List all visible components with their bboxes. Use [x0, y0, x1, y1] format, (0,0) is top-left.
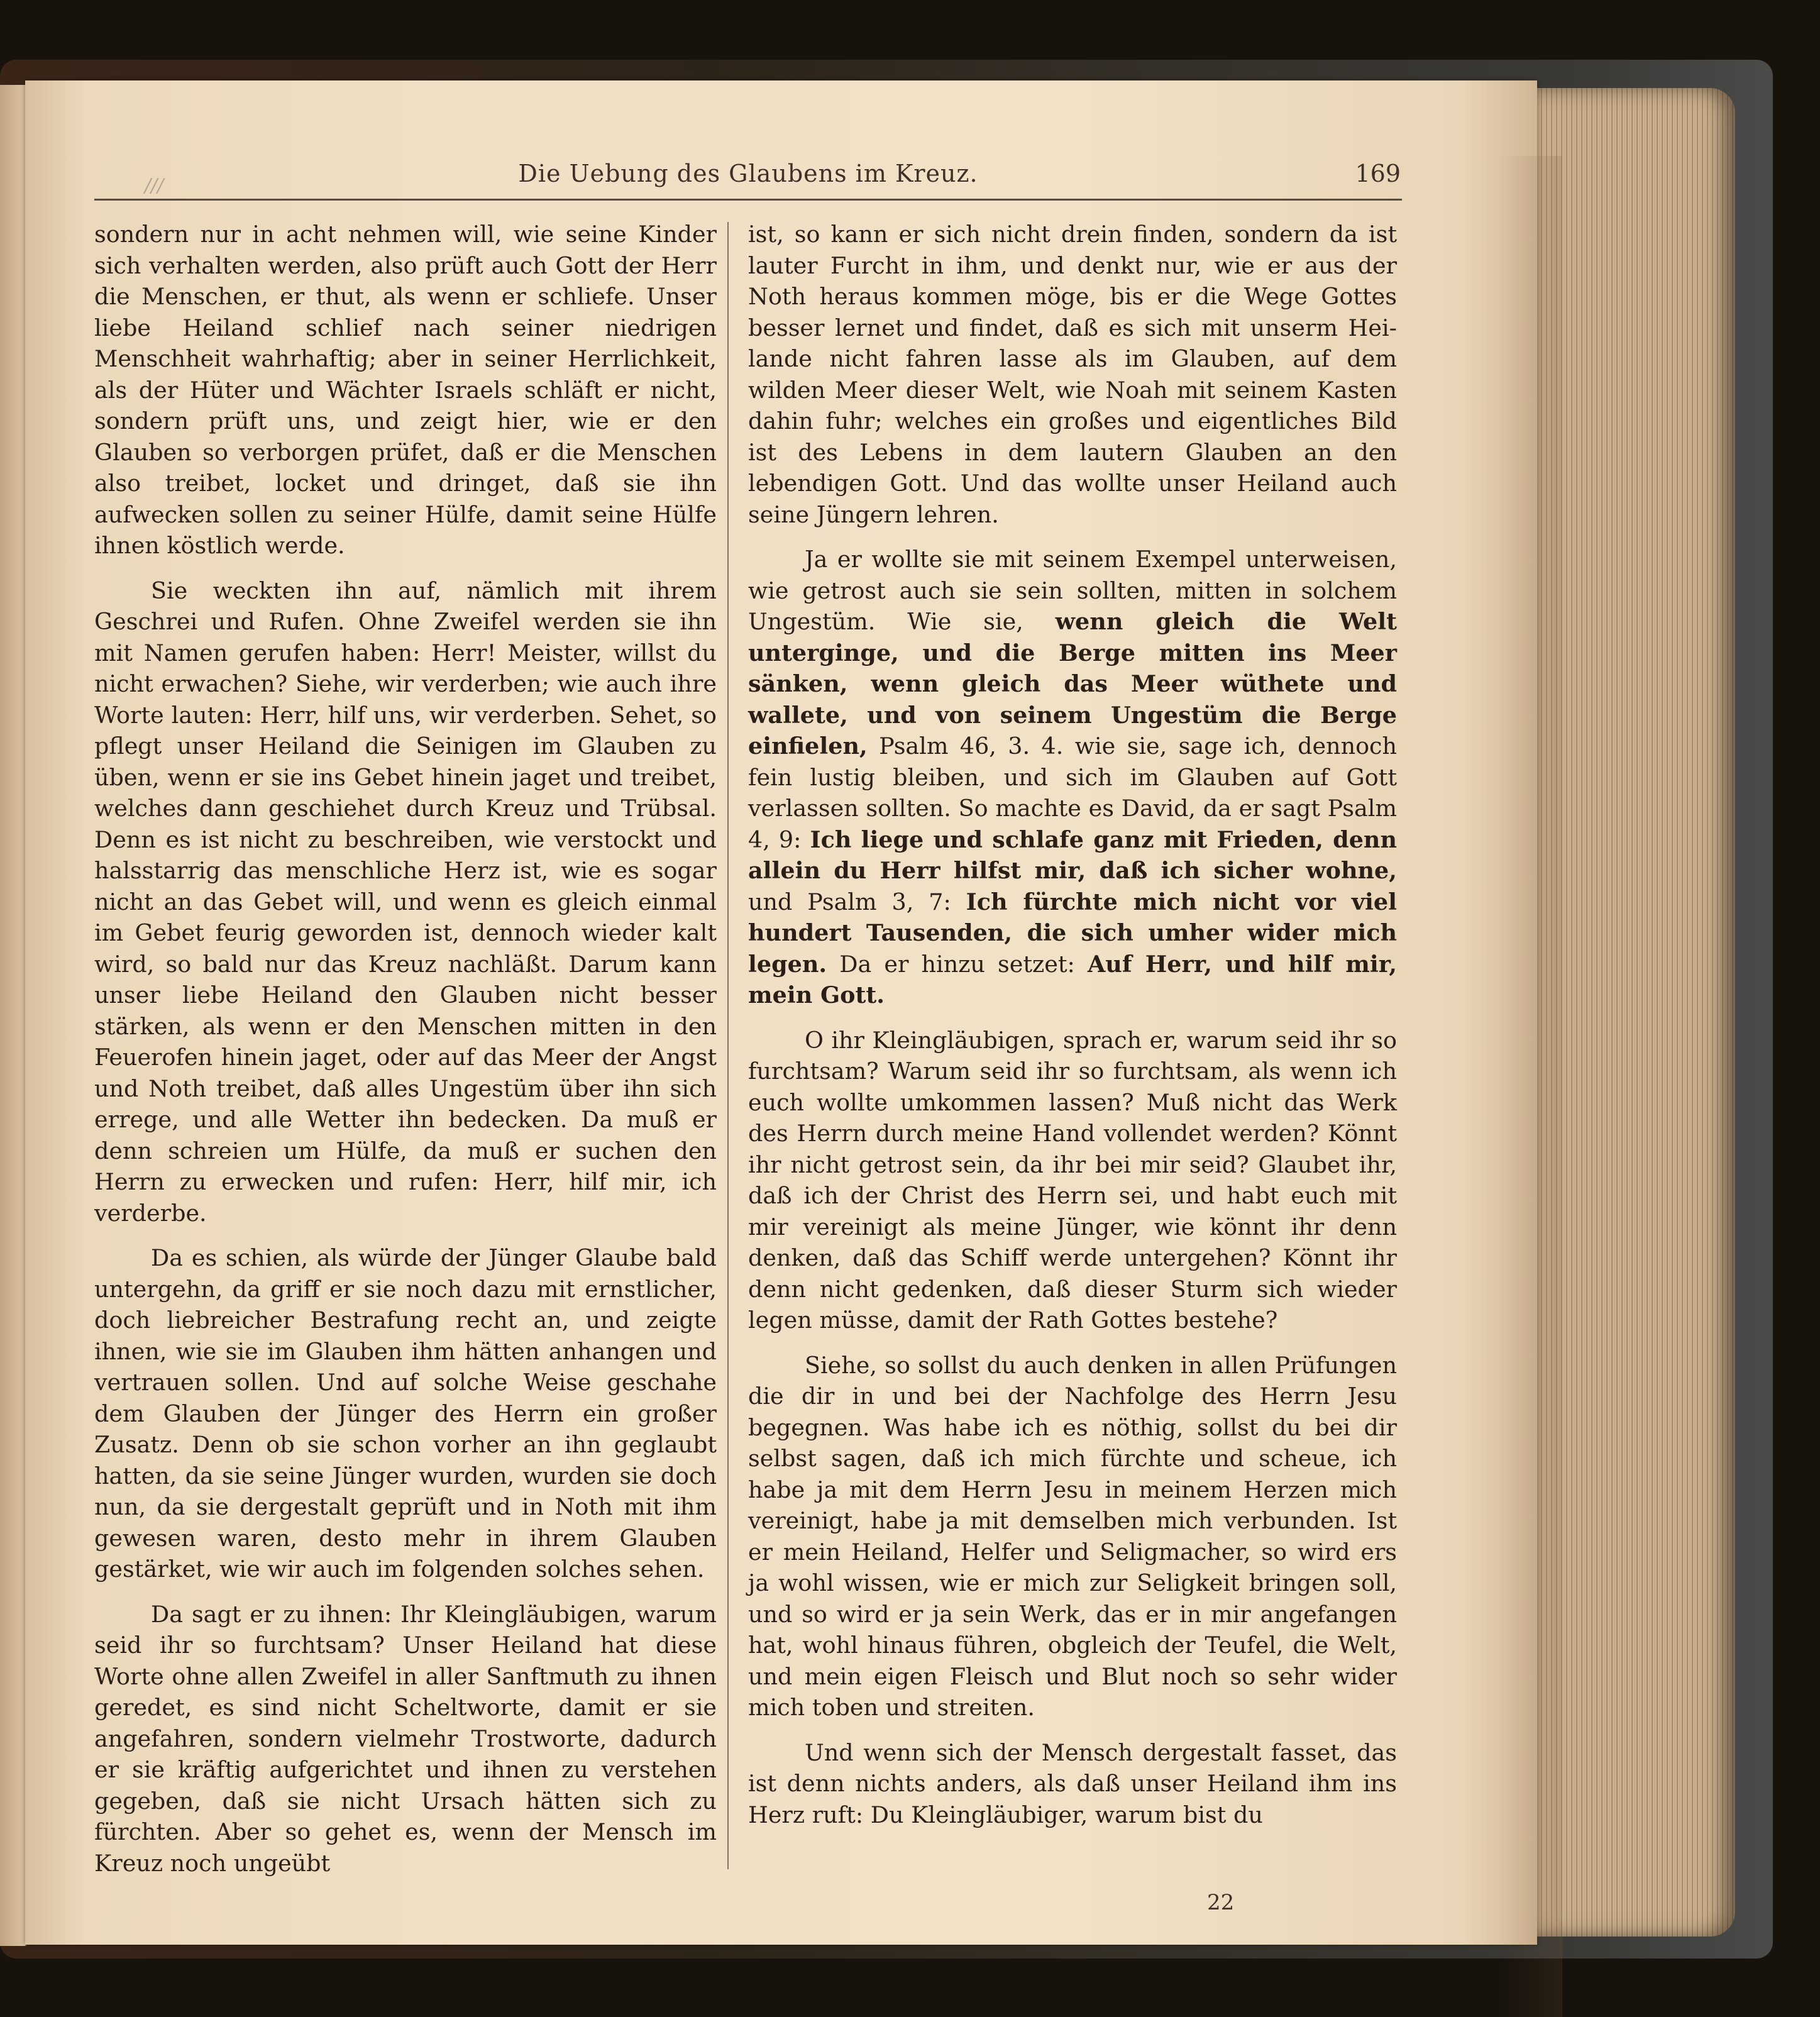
paragraph: Sie weckten ihn auf, nämlich mit ihrem Geschrei und Rufen. Ohne Zweifel werden sie ihn mit Namen gerufen haben: Herr! Meister, willst du nicht erwachen? Siehe, wir verderben; wie auch ihre Worte lauten: Herr, hilf uns, wir verderben. Sehet, so pflegt unser Heiland die Seinigen im Glauben zu üben, wenn er sie ins Gebet hinein jaget und treibet, welches dann geschiehet durch Kreuz und Trübsal. Denn es ist nicht zu beschreiben, wie verstockt und halsstarrig das menschliche Herz ist, wie es sogar nicht an das Gebet will, und wenn es gleich einmal im Gebet feurig geworden ist, dennoch wieder kalt wird, so bald nur das Kreuz nachläßt. Darum kann unser liebe Heiland den Glauben nicht besser stärken, als wenn er den Menschen mitten in den Feuerofen hinein jaget, oder auf das Meer der Angst und Noth treibet, daß alles Ungestüm über ihn sich errege, und alle Wetter ihn bedecken. Da muß er denn schreien um Hülfe, da muß er suchen den Herrn zu erwecken und rufen: Herr, hilf mir, ich verderbe. [94, 577, 717, 1227]
bold-quote: Ich fürchte mich nicht vor viel hundert Tausenden, die sich umher wider mich legen. [748, 888, 1398, 978]
page-stack-edge [1534, 88, 1735, 1937]
left-column [94, 219, 717, 1893]
running-header [94, 155, 1402, 201]
pencil-mark: /// [145, 175, 164, 197]
page-curl-shadow [1499, 156, 1562, 2017]
paragraph-with-quotes [748, 544, 1397, 1011]
bold-quote: wenn gleich die Welt unterginge, und die Berge mitten ins Meer sänken, wenn gleich das Meer wüthete und wallete, und von seinem Ungestüm die Berge einfielen, [748, 608, 1398, 760]
paragraph: Da es schien, als würde der Jünger Glaube bald untergehn, da griff er sie noch dazu mit ernstlicher, doch liebreicher Bestrafung recht an, und zeigte ihnen, wie sie im Glauben ihm hätten anhangen und vertrauen sollen. Und auf solche Weise geschahe dem Glauben der Jünger des Herrn ein großer Zusatz. Denn ob sie schon vorher an ihn geglaubt hatten, da sie seine Jünger wurden, wurden sie doch nun, da sie dergestalt geprüft und in Noth mit ihm gewesen waren, desto mehr in ihrem Glauben gestärket, wie wir auch im folgenden solches sehen. [94, 1244, 717, 1583]
column-divider [727, 222, 729, 1869]
left-page-edge [0, 85, 26, 1946]
header-title: Die Uebung des Glaubens im Kreuz. [518, 160, 978, 187]
text-run: Da er hinzu setzet: [827, 950, 1088, 978]
right-column [748, 219, 1397, 1844]
text-run: Ja er wollte sie mit seinem Exempel unterweisen, wie getrost auch sie sein sollten, mitten in solchem Ungestüm. Wie sie, [748, 546, 1397, 635]
page-number: 169 [1355, 160, 1401, 187]
book-page [25, 80, 1537, 1945]
text-run: Psalm 46, 3. 4. wie sie, sage ich, dennoch fein lustig bleiben, und sich im Glauben auf Gott verlassen sollten. So machte es David, da er sagt Psalm 4, 9: [748, 732, 1397, 853]
bold-quote: Ich liege und schlafe ganz mit Frieden, denn allein du Herr hilfst mir, daß ich sicher wohne, [748, 826, 1397, 884]
paragraph: ist, so kann er sich nicht drein finden, sondern da ist lauter Furcht in ihm, und denkt nur, wie er aus der Noth heraus kommen möge, bis er die Wege Gottes besser lernet und findet, daß es sich mit unserm Heilande nicht fahren lasse als im Glauben, auf dem wilden Meer dieser Welt, wie Noah mit seinem Kasten dahin fuhr; welches ein großes und eigentliches Bild ist des Lebens in dem lautern Glauben an den lebendigen Gott. Und das wollte unser Heiland auch seine Jüngern lehren. [748, 221, 1397, 528]
signature-mark: 22 [1207, 1890, 1235, 1915]
text-run: und Psalm 3, 7: [748, 888, 966, 915]
paragraph: O ihr Kleingläubigen, sprach er, warum seid ihr so furchtsam? Warum seid ihr so furchtsam, als wenn ich euch wollte umkommen lassen? Muß nicht das Werk des Herrn durch meine Hand vollendet werden? Könnt ihr nicht getrost sein, da ihr bei mir seid? Glaubet ihr, daß ich der Christ des Herrn sei, und habt euch mit mir vereinigt als meine Jünger, wie könnt ihr denn denken, daß das Schiff werde untergehen? Könnt ihr denn nicht gedenken, daß dieser Sturm sich wieder legen müsse, damit der Rath Gottes bestehe? [748, 1026, 1397, 1334]
bold-quote: Auf Herr, und hilf mir, mein Gott. [748, 950, 1397, 1009]
paragraph: Und wenn sich der Mensch dergestalt fasset, das ist denn nichts anders, als daß unser Heiland ihm ins Herz ruft: Du Kleingläubiger, warum bist du [748, 1738, 1397, 1828]
paragraph: Da sagt er zu ihnen: Ihr Kleingläubigen, warum seid ihr so furchtsam? Unser Heiland hat diese Worte ohne allen Zweifel in aller Sanftmuth zu ihnen geredet, es sind nicht Scheltworte, damit er sie angefahren, sondern vielmehr Trostworte, dadurch er sie kräftig aufgerichtet und ihnen zu verstehen gegeben, daß sie nicht Ursach hätten sich zu fürchten. Aber so gehet es, wenn der Mensch im Kreuz noch ungeübt [94, 1600, 717, 1877]
paragraph: sondern nur in acht nehmen will, wie seine Kinder sich verhalten werden, also prüft auch Gott der Herr die Menschen, er thut, als wenn er schliefe. Unser liebe Heiland schlief nach seiner niedrigen Menschheit wahrhaftig; aber in seiner Herrlichkeit, als der Hüter und Wächter Israels schläft er nicht, sondern prüft uns, und zeigt hier, wie er den Glauben so verborgen prüfet, daß er die Menschen also treibet, locket und dringet, daß sie ihn aufwecken sollen zu seiner Hülfe, damit seine Hülfe ihnen köstlich werde. [94, 221, 717, 559]
paragraph: Siehe, so sollst du auch denken in allen Prüfungen die dir in und bei der Nachfolge des Herrn Jesu begegnen. Was habe ich es nöthig, sollst du bei dir selbst sagen, daß ich mich fürchte und scheue, ich habe ja mit dem Herrn Jesu in meinem Herzen mich vereinigt, habe ja mit demselben mich verbunden. Ist er mein Heiland, Helfer und Seligmacher, so wird ers ja wohl wissen, wie er mich zur Seligkeit bringen soll, und so wird er ja sein Werk, das er in mir angefangen hat, wohl hinaus führen, obgleich der Teufel, die Welt, und mein eigen Fleisch und Blut noch so sehr wider mich toben und streiten. [748, 1351, 1397, 1721]
